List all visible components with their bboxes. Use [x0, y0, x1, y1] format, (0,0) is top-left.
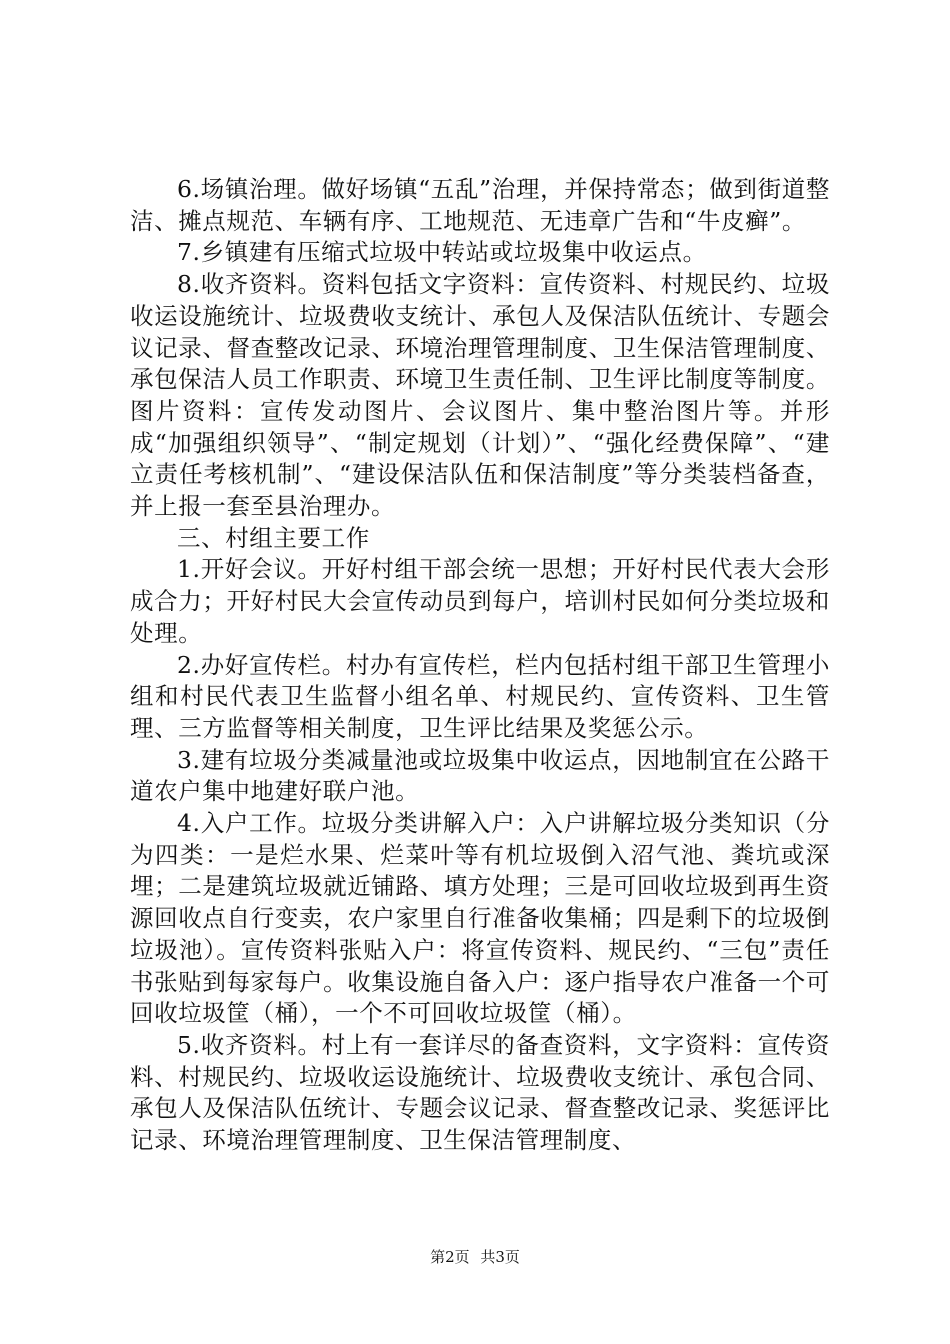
- paragraph-item-8: 8.收齐资料。资料包括文字资料：宣传资料、村规民约、垃圾收运设施统计、垃圾费收支统计、承包人及保洁队伍统计、专题会议记录、督查整改记录、环境治理管理制度、卫生保洁管理制度、承包保洁人员工作职责、环境卫生责任制、卫生评比制度等制度。图片资料：宣传发动图片、会议图片、集中整治图片等。并形成“加强组织领导”、“制定规划（计划）”、“强化经费保障”、“建立责任考核机制”、“建设保洁队伍和保洁制度”等分类装档备查，并上报一套至县治理办。: [130, 270, 830, 521]
- paragraph-village-4: 4.入户工作。垃圾分类讲解入户：入户讲解垃圾分类知识（分为四类：一是烂水果、烂菜叶等有机垃圾倒入沼气池、粪坑或深埋；二是建筑垃圾就近铺路、填方处理；三是可回收垃圾到再生资源回收点自行变卖，农户家里自行准备收集桶；四是剩下的垃圾倒垃圾池）。宣传资料张贴入户：将宣传资料、规民约、“三包”责任书张贴到每家每户。收集设施自备入户：逐户指导农户准备一个可回收垃圾筐（桶），一个不可回收垃圾筐（桶）。: [130, 809, 830, 1028]
- page-number-total: 共3页: [480, 1248, 520, 1266]
- section-heading-3: 三、村组主要工作: [177, 523, 370, 552]
- paragraph-village-3: 3.建有垃圾分类减量池或垃圾集中收运点，因地制宜在公路干道农户集中地建好联户池。: [130, 745, 830, 806]
- paragraph-village-5: 5.收齐资料。村上有一套详尽的备查资料，文字资料：宣传资料、村规民约、垃圾收运设施统计、垃圾费收支统计、承包合同、承包人及保洁队伍统计、专题会议记录、督查整改记录、奖惩评比记录、环境治理管理制度、卫生保洁管理制度、: [130, 1030, 830, 1155]
- paragraph-village-1: 1.开好会议。开好村组干部会统一思想；开好村民代表大会形成合力；开好村民大会宣传动员到每户，培训村民如何分类垃圾和处理。: [130, 555, 830, 647]
- page-footer: [0, 1247, 950, 1267]
- paragraph-item-6: 6.场镇治理。做好场镇“五乱”治理，并保持常态；做到街道整洁、摊点规范、车辆有序、工地规范、无违章广告和“牛皮癣”。: [130, 175, 830, 235]
- document-body: [130, 174, 830, 1157]
- page-number-current: 第2页: [430, 1248, 470, 1266]
- paragraph-item-7: 7.乡镇建有压缩式垃圾中转站或垃圾集中收运点。: [177, 238, 707, 267]
- paragraph-village-2: 2.办好宣传栏。村办有宣传栏，栏内包括村组干部卫生管理小组和村民代表卫生监督小组名单、村规民约、宣传资料、卫生管理、三方监督等相关制度，卫生评比结果及奖惩公示。: [130, 650, 830, 742]
